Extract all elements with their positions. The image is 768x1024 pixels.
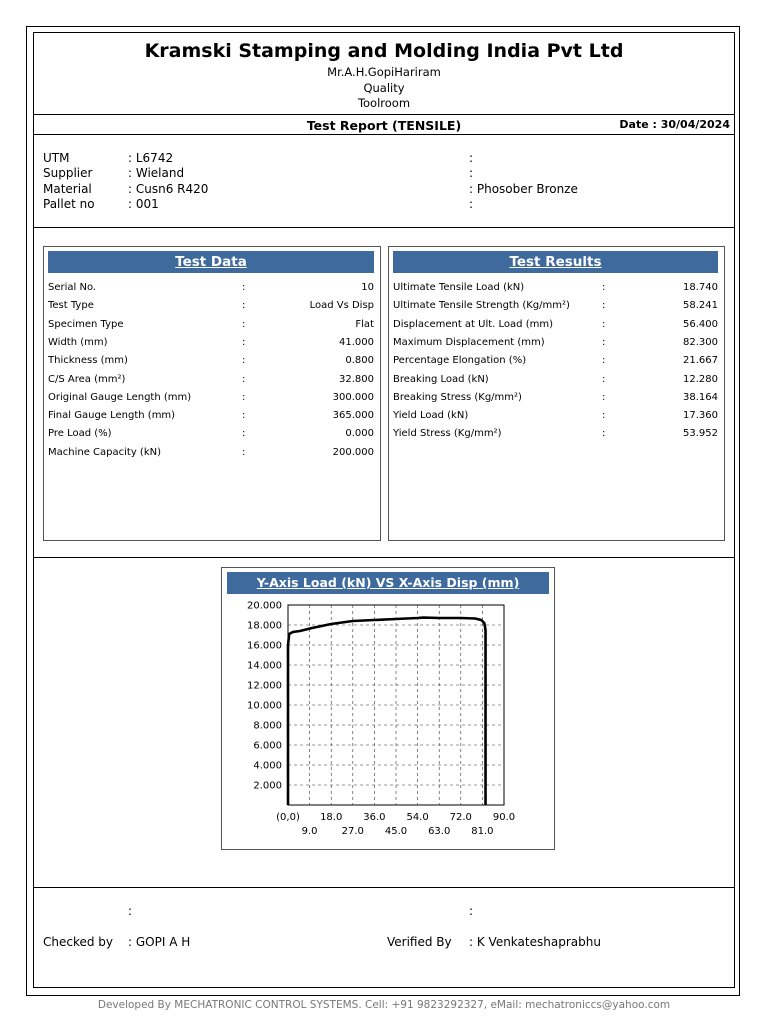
- row-colon: :: [242, 355, 246, 367]
- signature-blank-left: :: [128, 904, 133, 918]
- row-colon: :: [602, 282, 606, 293]
- department-quality: Quality: [363, 81, 405, 95]
- row-label: C/S Area (mm²): [48, 373, 126, 385]
- row-colon: :: [602, 355, 606, 367]
- y-tick-label: 16.000: [247, 640, 282, 652]
- table-row: [48, 446, 374, 460]
- x-tick-label: 72.0: [449, 812, 472, 823]
- row-label: Machine Capacity (kN): [48, 446, 161, 458]
- divider: [33, 134, 735, 135]
- x-tick-label: 18.0: [320, 812, 343, 823]
- y-tick-label: 8.000: [253, 720, 282, 732]
- table-row: [48, 409, 374, 423]
- table-row: [393, 373, 718, 387]
- x-tick-label: 45.0: [384, 826, 408, 837]
- row-label: Original Gauge Length (mm): [48, 391, 192, 403]
- department-toolroom: Toolroom: [357, 96, 411, 110]
- row-colon: :: [242, 336, 246, 348]
- info-label-supplier: Supplier: [43, 166, 93, 180]
- row-value: 56.400: [683, 318, 718, 330]
- table-row: [393, 391, 718, 405]
- info-value-material: : Cusn6 R420: [128, 182, 209, 196]
- row-value: 18.740: [683, 282, 718, 293]
- y-tick-label: 10.000: [247, 700, 282, 712]
- verified-by-label: Verified By: [387, 935, 452, 949]
- row-label: Displacement at Ult. Load (mm): [393, 318, 553, 330]
- test-data-heading: Test Data: [48, 251, 374, 273]
- signature-blank-right: :: [469, 904, 474, 918]
- row-value: 32.800: [339, 373, 374, 385]
- info-value-pallet: : 001: [128, 197, 159, 211]
- row-colon: :: [602, 373, 606, 385]
- report-title: Test Report (TENSILE): [306, 118, 462, 133]
- table-row: [48, 427, 374, 441]
- x-tick-label: (0,0): [276, 812, 300, 823]
- row-value: 10: [361, 282, 374, 293]
- x-tick-label: 90.0: [492, 812, 516, 823]
- table-row: [48, 318, 374, 332]
- divider: [33, 887, 735, 888]
- info-label-material: Material: [43, 182, 92, 196]
- company-name: Kramski Stamping and Molding India Pvt Ltd: [144, 40, 624, 62]
- checked-by-label: Checked by: [43, 935, 114, 949]
- row-label: Breaking Stress (Kg/mm²): [393, 391, 522, 403]
- row-label: Breaking Load (kN): [393, 373, 489, 385]
- x-tick-label: 36.0: [363, 812, 386, 823]
- row-value: 0.000: [345, 428, 374, 440]
- info-right-4: :: [469, 197, 474, 211]
- table-row: [48, 354, 374, 368]
- load-displacement-chart: [222, 596, 554, 848]
- row-label: Yield Load (kN): [393, 410, 469, 422]
- info-label-utm: UTM: [43, 151, 70, 165]
- divider: [33, 114, 735, 115]
- person-name: Mr.A.H.GopiHariram: [327, 65, 441, 79]
- row-colon: :: [602, 391, 606, 403]
- verified-by-value: : K Venkateshaprabhu: [469, 935, 601, 949]
- row-value: 12.280: [683, 373, 718, 385]
- info-label-pallet: Pallet no: [43, 197, 95, 211]
- table-row: [393, 427, 718, 441]
- y-tick-label: 6.000: [253, 740, 282, 752]
- info-value-supplier: : Wieland: [128, 166, 185, 180]
- test-results-heading: Test Results: [393, 251, 718, 273]
- row-label: Maximum Displacement (mm): [393, 336, 545, 348]
- row-value: 41.000: [339, 336, 374, 348]
- row-value: 200.000: [332, 446, 374, 458]
- table-row: [48, 391, 374, 405]
- row-colon: :: [242, 318, 246, 330]
- row-label: Ultimate Tensile Load (kN): [393, 282, 525, 293]
- table-row: [48, 299, 374, 313]
- row-colon: :: [602, 318, 606, 330]
- row-colon: :: [242, 300, 246, 312]
- row-value: 53.952: [683, 428, 718, 440]
- table-row: [393, 281, 718, 295]
- row-label: Thickness (mm): [48, 355, 128, 367]
- row-value: 0.800: [345, 355, 374, 367]
- row-colon: :: [242, 410, 246, 422]
- x-tick-label: 81.0: [471, 826, 494, 837]
- row-label: Final Gauge Length (mm): [48, 410, 176, 422]
- y-tick-label: 14.000: [247, 660, 282, 672]
- table-row: [48, 373, 374, 387]
- x-tick-label: 54.0: [406, 812, 429, 823]
- row-colon: :: [602, 410, 606, 422]
- info-right-3: : Phosober Bronze: [469, 182, 578, 196]
- row-label: Width (mm): [48, 336, 108, 348]
- row-value: Flat: [355, 318, 374, 330]
- x-tick-label: 27.0: [341, 826, 364, 837]
- divider: [33, 557, 735, 558]
- row-label: Percentage Elongation (%): [393, 355, 527, 367]
- row-label: Yield Stress (Kg/mm²): [393, 428, 502, 440]
- table-row: [393, 299, 718, 313]
- row-value: 58.241: [683, 300, 718, 312]
- row-value: 82.300: [683, 336, 718, 348]
- row-value: Load Vs Disp: [309, 300, 374, 312]
- info-right-1: :: [469, 151, 474, 165]
- x-tick-label: 63.0: [428, 826, 451, 837]
- row-value: 17.360: [683, 410, 718, 422]
- row-label: Serial No.: [48, 282, 97, 293]
- table-row: [393, 318, 718, 332]
- divider: [33, 227, 735, 228]
- row-value: 21.667: [683, 355, 718, 367]
- row-colon: :: [602, 336, 606, 348]
- info-right-2: :: [469, 166, 474, 180]
- footer-credit: Developed By MECHATRONIC CONTROL SYSTEMS. Cell: +91 9823292327, eMail: mechatroniccs@yahoo.com: [97, 999, 671, 1011]
- y-tick-label: 18.000: [247, 620, 282, 632]
- row-value: 365.000: [332, 410, 374, 422]
- x-tick-label: 9.0: [301, 826, 318, 837]
- table-row: [393, 336, 718, 350]
- row-colon: :: [242, 428, 246, 440]
- report-date: Date : 30/04/2024: [619, 118, 730, 131]
- table-row: [48, 336, 374, 350]
- table-row: [393, 354, 718, 368]
- row-colon: :: [602, 428, 606, 440]
- checked-by-value: : GOPI A H: [128, 935, 191, 949]
- row-label: Test Type: [48, 300, 94, 312]
- row-value: 300.000: [332, 391, 374, 403]
- y-tick-label: 12.000: [247, 680, 282, 692]
- row-colon: :: [242, 446, 246, 458]
- info-value-utm: : L6742: [128, 151, 174, 165]
- row-label: Pre Load (%): [48, 428, 112, 440]
- row-colon: :: [242, 373, 246, 385]
- y-tick-label: 4.000: [253, 760, 282, 772]
- row-label: Ultimate Tensile Strength (Kg/mm²): [393, 300, 570, 312]
- y-tick-label: 20.000: [247, 600, 282, 612]
- y-tick-label: 2.000: [253, 780, 282, 792]
- row-colon: :: [242, 282, 246, 293]
- table-row: [48, 281, 374, 295]
- table-row: [393, 409, 718, 423]
- chart-title: Y-Axis Load (kN) VS X-Axis Disp (mm): [227, 572, 549, 594]
- row-colon: :: [602, 300, 606, 312]
- row-label: Specimen Type: [48, 318, 124, 330]
- row-colon: :: [242, 391, 246, 403]
- row-value: 38.164: [683, 391, 718, 403]
